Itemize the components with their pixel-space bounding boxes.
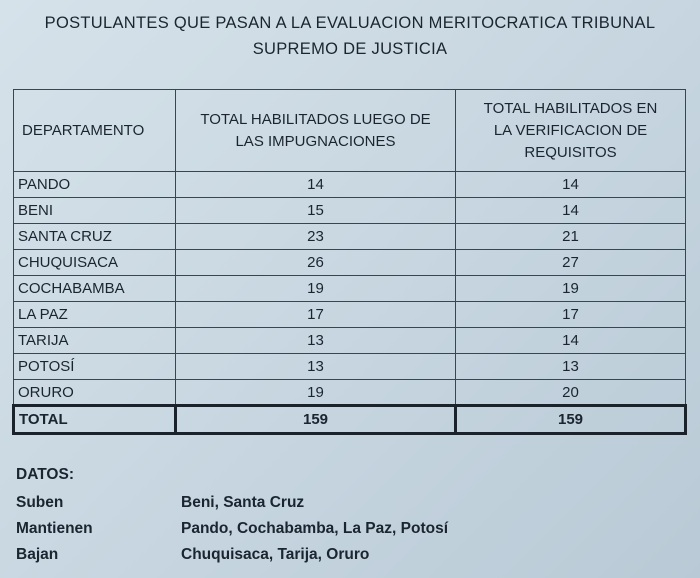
cell-impugnaciones: 14 (176, 172, 456, 198)
cell-verificacion: 14 (456, 172, 686, 198)
total-verificacion: 159 (456, 406, 686, 434)
cell-verificacion: 19 (456, 276, 686, 302)
header-impugnaciones (176, 90, 456, 172)
cell-impugnaciones: 19 (176, 380, 456, 406)
cell-departamento: PANDO (14, 172, 176, 198)
cell-impugnaciones: 15 (176, 198, 456, 224)
header-verificacion-line-3: REQUISITOS (524, 143, 617, 161)
cell-departamento: POTOSÍ (14, 354, 176, 380)
table-header-row (14, 90, 686, 172)
cell-departamento: BENI (14, 198, 176, 224)
title-line-2: SUPREMO DE JUSTICIA (252, 40, 448, 58)
cell-impugnaciones: 19 (176, 276, 456, 302)
cell-impugnaciones: 26 (176, 250, 456, 276)
cell-verificacion: 20 (456, 380, 686, 406)
cell-verificacion: 14 (456, 328, 686, 354)
datos-item-value: Chuquisaca, Tarija, Oruro (181, 546, 370, 563)
cell-impugnaciones: 13 (176, 328, 456, 354)
datos-item (16, 542, 448, 568)
cell-departamento: CHUQUISACA (14, 250, 176, 276)
table-row (14, 250, 686, 276)
cell-verificacion: 21 (456, 224, 686, 250)
cell-departamento: ORURO (14, 380, 176, 406)
page-title (0, 10, 700, 62)
table-row (14, 224, 686, 250)
cell-verificacion: 17 (456, 302, 686, 328)
table-row (14, 172, 686, 198)
total-label: TOTAL (14, 406, 176, 434)
datos-item-value: Beni, Santa Cruz (181, 494, 305, 511)
cell-departamento: LA PAZ (14, 302, 176, 328)
cell-verificacion: 14 (456, 198, 686, 224)
header-verificacion (456, 90, 686, 172)
datos-item (16, 490, 448, 516)
datos-title: DATOS: (16, 466, 74, 483)
header-departamento-label: DEPARTAMENTO (22, 121, 145, 139)
datos-section (16, 462, 448, 568)
cell-verificacion: 27 (456, 250, 686, 276)
total-row (14, 406, 686, 434)
header-impugnaciones-line-2: LAS IMPUGNACIONES (235, 132, 396, 150)
datos-item-label: Suben (16, 494, 64, 511)
table-row (14, 302, 686, 328)
cell-impugnaciones: 23 (176, 224, 456, 250)
header-departamento (14, 90, 176, 172)
datos-item-label: Mantienen (16, 520, 93, 537)
cell-departamento: SANTA CRUZ (14, 224, 176, 250)
cell-verificacion: 13 (456, 354, 686, 380)
table-row (14, 380, 686, 406)
table-row (14, 354, 686, 380)
table-row (14, 198, 686, 224)
datos-item-label: Bajan (16, 546, 59, 563)
cell-departamento: COCHABAMBA (14, 276, 176, 302)
cell-impugnaciones: 13 (176, 354, 456, 380)
cell-departamento: TARIJA (14, 328, 176, 354)
header-verificacion-line-2: LA VERIFICACION DE (493, 121, 648, 139)
title-line-1: POSTULANTES QUE PASAN A LA EVALUACION MERITOCRATICA TRIBUNAL (44, 14, 656, 32)
cell-impugnaciones: 17 (176, 302, 456, 328)
header-verificacion-line-1: TOTAL HABILITADOS EN (483, 99, 658, 117)
table-row (14, 328, 686, 354)
header-impugnaciones-line-1: TOTAL HABILITADOS LUEGO DE (200, 110, 431, 128)
datos-item (16, 516, 448, 542)
datos-item-value: Pando, Cochabamba, La Paz, Potosí (181, 520, 448, 537)
results-table (12, 89, 687, 435)
total-impugnaciones: 159 (176, 406, 456, 434)
table-row (14, 276, 686, 302)
